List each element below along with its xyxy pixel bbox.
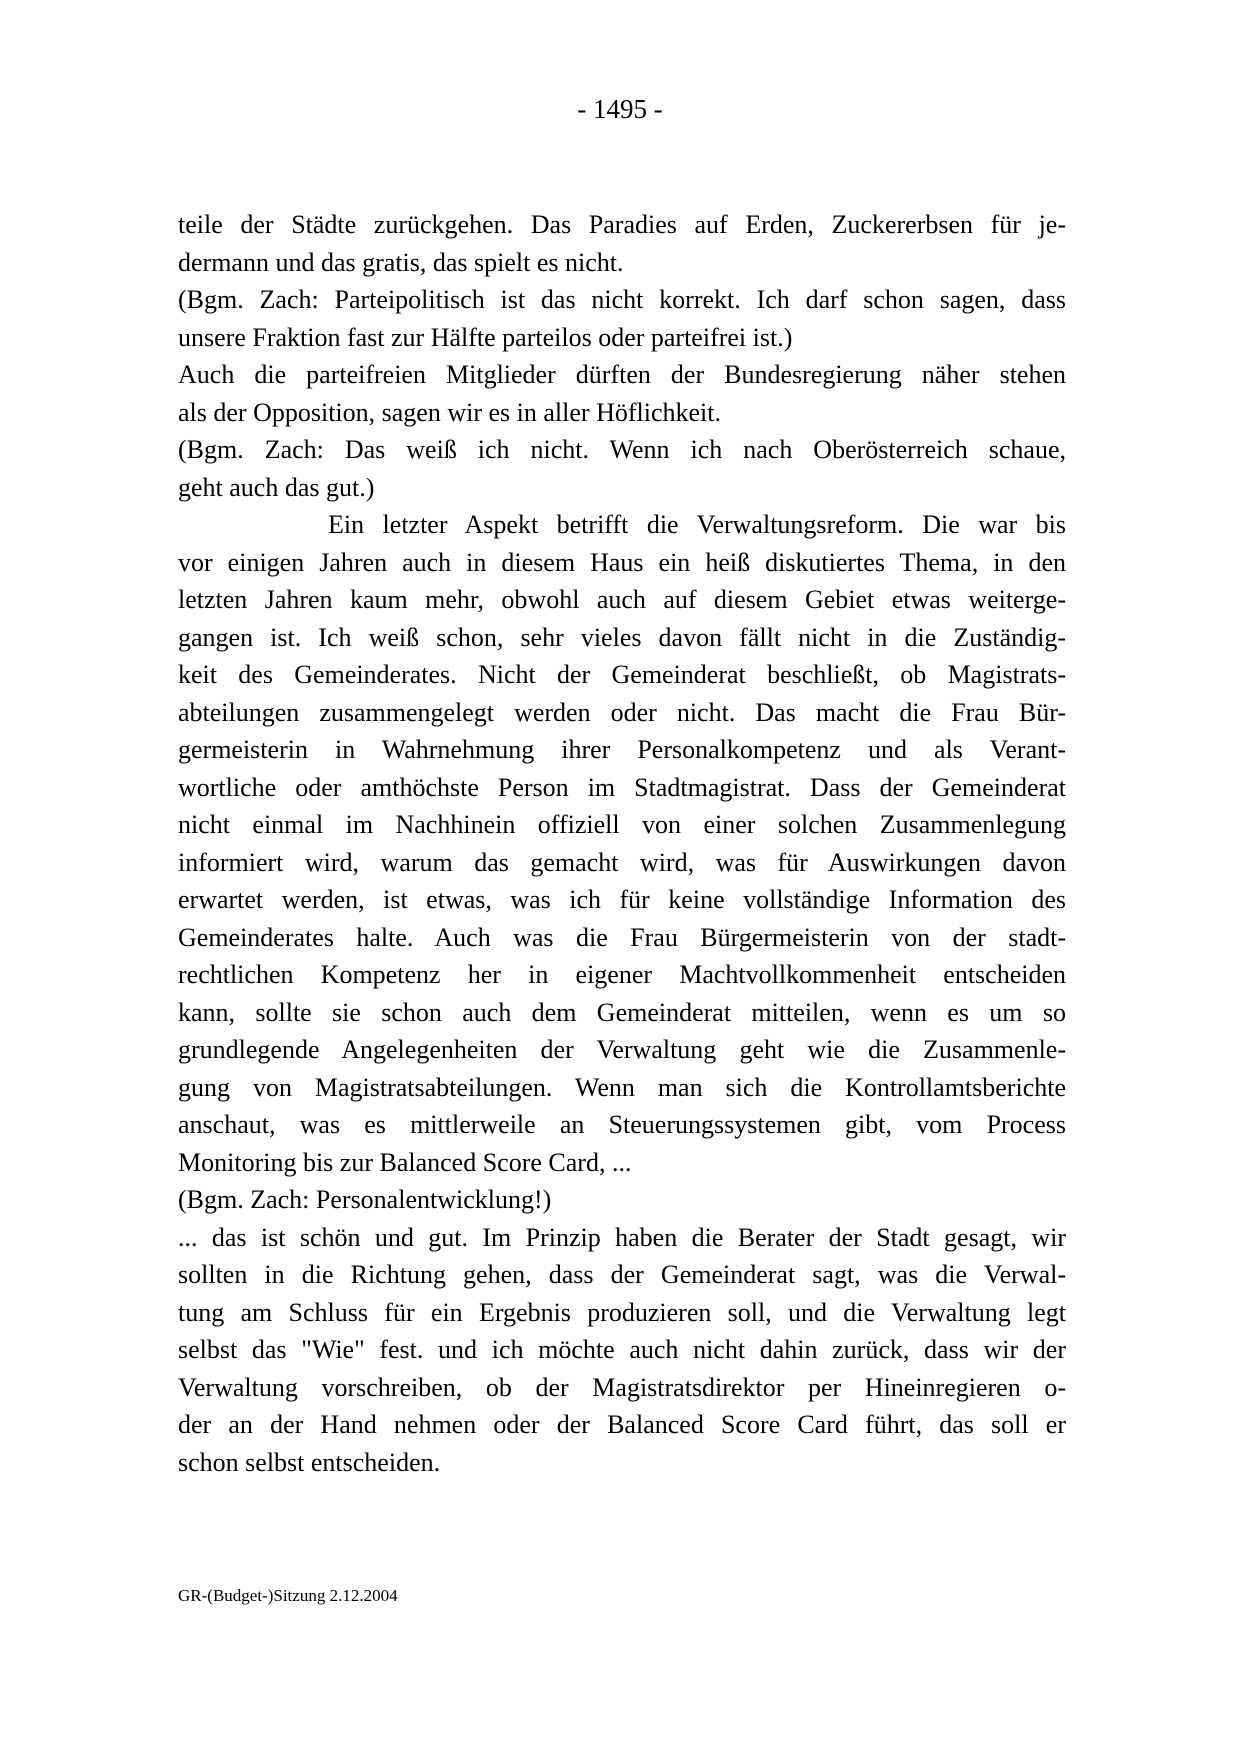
text-line: kann, sollte sie schon auch dem Gemeinderat mitteilen, wenn es um so <box>178 997 1066 1027</box>
text-line: letzten Jahren kaum mehr, obwohl auch auf diesem Gebiet etwas weiterge- <box>178 585 1066 614</box>
text-line: Gemeinderates halte. Auch was die Frau Bürgermeisterin von der stadt- <box>178 922 1066 952</box>
text-line: wortliche oder amthöchste Person im Stadtmagistrat. Dass der Gemeinderat <box>178 772 1066 802</box>
text-line: gung von Magistratsabteilungen. Wenn man sich die Kontrollamtsberichte <box>178 1072 1066 1102</box>
text-line: schon selbst entscheiden. <box>178 1447 441 1477</box>
text-line: anschaut, was es mittlerweile an Steuerungssystemen gibt, vom Process <box>178 1110 1066 1139</box>
text-line: der an der Hand nehmen oder der Balanced Score Card führt, das soll er <box>178 1410 1066 1439</box>
footer-session-label: GR-(Budget-)Sitzung 2.12.2004 <box>178 1586 398 1605</box>
text-line: teile der Städte zurückgehen. Das Paradies auf Erden, Zuckererbsen für je- <box>178 210 1066 239</box>
text-line: rechtlichen Kompetenz her in eigener Machtvollkommenheit entscheiden <box>178 960 1066 989</box>
text-line: (Bgm. Zach: Personalentwicklung!) <box>178 1185 552 1214</box>
text-line: ... das ist schön und gut. Im Prinzip haben die Berater der Stadt gesagt, wir <box>178 1222 1066 1252</box>
text-line: Auch die parteifreien Mitglieder dürften der Bundesregierung näher stehen <box>178 360 1066 389</box>
text-line: dermann und das gratis, das spielt es nicht. <box>178 247 624 277</box>
page-number: - 1495 - <box>577 94 663 124</box>
text-line: vor einigen Jahren auch in diesem Haus ein heiß diskutiertes Thema, in den <box>178 547 1066 577</box>
text-line: Ein letzter Aspekt betrifft die Verwaltungsreform. Die war bis <box>328 510 1066 539</box>
text-line: informiert wird, warum das gemacht wird, was für Auswirkungen davon <box>178 847 1066 877</box>
text-line: (Bgm. Zach: Parteipolitisch ist das nicht korrekt. Ich darf schon sagen, dass <box>178 285 1066 314</box>
text-line: selbst das "Wie" fest. und ich möchte auch nicht dahin zurück, dass wir der <box>178 1335 1066 1364</box>
text-line: erwartet werden, ist etwas, was ich für keine vollständige Information des <box>178 885 1066 914</box>
text-line: (Bgm. Zach: Das weiß ich nicht. Wenn ich nach Oberösterreich schaue, <box>178 435 1066 464</box>
text-line: gangen ist. Ich weiß schon, sehr vieles davon fällt nicht in die Zuständig- <box>178 622 1066 652</box>
text-line: sollten in die Richtung gehen, dass der Gemeinderat sagt, was die Verwal- <box>178 1260 1066 1289</box>
text-line: abteilungen zusammengelegt werden oder nicht. Das macht die Frau Bür- <box>178 697 1066 727</box>
text-line: keit des Gemeinderates. Nicht der Gemeinderat beschließt, ob Magistrats- <box>178 660 1066 689</box>
body-text <box>178 206 1066 1481</box>
text-line: Verwaltung vorschreiben, ob der Magistratsdirektor per Hineinregieren o- <box>178 1372 1066 1402</box>
text-line: geht auch das gut.) <box>178 472 375 502</box>
text-line: unsere Fraktion fast zur Hälfte parteilos oder parteifrei ist.) <box>178 322 793 352</box>
text-line: Monitoring bis zur Balanced Score Card, ... <box>178 1147 632 1177</box>
text-line: grundlegende Angelegenheiten der Verwaltung geht wie die Zusammenle- <box>178 1035 1066 1064</box>
text-line: tung am Schluss für ein Ergebnis produzieren soll, und die Verwaltung legt <box>178 1297 1066 1327</box>
text-line: als der Opposition, sagen wir es in aller Höflichkeit. <box>178 397 721 427</box>
text-line: nicht einmal im Nachhinein offiziell von einer solchen Zusammenlegung <box>178 810 1066 839</box>
text-line: germeisterin in Wahrnehmung ihrer Personalkompetenz und als Verant- <box>178 735 1066 764</box>
